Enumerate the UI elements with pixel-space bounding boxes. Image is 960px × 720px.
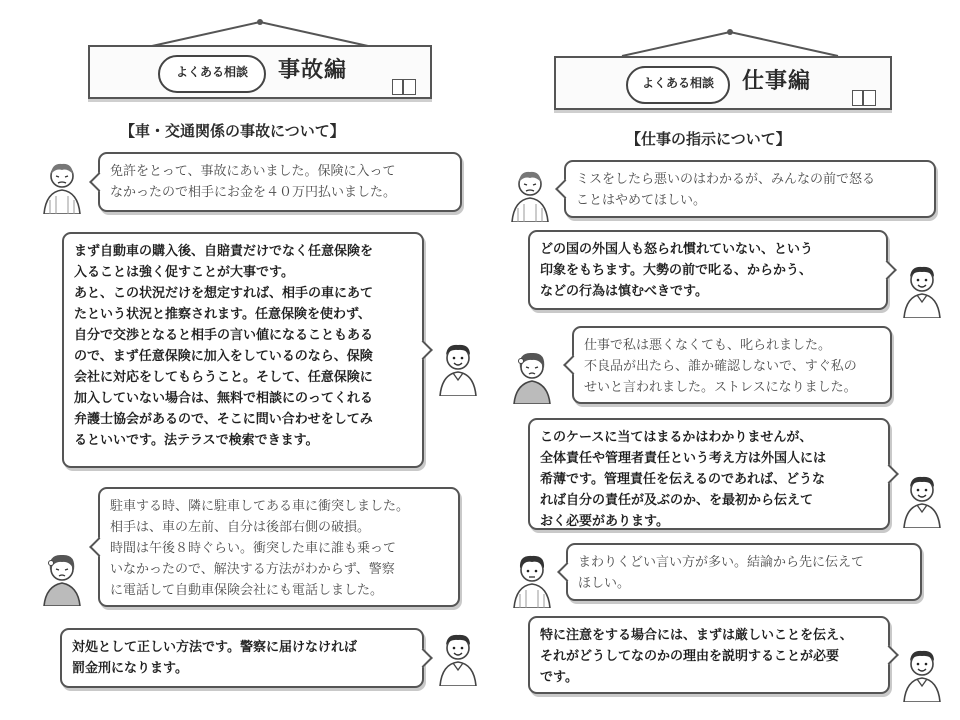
sign-box-icon [392, 79, 416, 95]
accident-sign [88, 45, 432, 99]
bubble-text: 対処として正しい方法です。警察に届けなければ 罰金刑になります。 [72, 640, 357, 676]
man-advisor-avatar-icon [900, 472, 944, 528]
bubble-text: このケースに当てはまるかはわかりませんが、 全体責任や管理者責任という考え方は外国人には 希薄です。管理責任を伝えるのであれば、どうな れば自分の責任が及ぶのか、を最初から伝えて おく必要があります。 [540, 430, 827, 529]
sign-box-icon [852, 90, 876, 106]
section-title: 【車・交通関係の事故について】 [120, 122, 345, 140]
bubble-text: 仕事で私は悪くなくても、叱られました。 不良品が出たら、誰か確認しないで、すぐ私の せいと言われました。ストレスになりました。 [584, 338, 857, 395]
woman-worried-avatar-icon [40, 550, 84, 606]
section-title: 【仕事の指示について】 [626, 130, 791, 148]
bubble-text: ミスをしたら悪いのはわかるが、みんなの前で怒る ことはやめてほしい。 [576, 172, 876, 208]
sign-title: 仕事編 [742, 69, 812, 94]
man-advisor-avatar-icon [436, 630, 480, 686]
woman-worried-avatar-icon [510, 348, 554, 404]
bubble-text: 免許をとって、事故にあいました。保険に入って なかったので相手にお金を４０万円払いました。 [110, 164, 397, 200]
bubble-text: 特に注意をする場合には、まずは厳しいことを伝え、 それがどうしてなのかの理由を説明することが必要 です。 [540, 628, 853, 685]
bubble-text: 駐車する時、隣に駐車してある車に衝突しました。 相手は、車の左前、自分は後部右側の破損。 時間は午後８時ぐらい。衝突した車に誰も乗って いなかったので、解決する方法がわからず、警察 に電話して自動車保険会社にも電話しました。 [110, 499, 410, 598]
question-bubble [566, 543, 922, 601]
man-young-avatar-icon [510, 552, 554, 608]
sign-hanger [150, 18, 370, 48]
answer-bubble [62, 232, 424, 468]
answer-bubble [528, 418, 890, 530]
answer-bubble [60, 628, 424, 688]
question-bubble [98, 152, 462, 212]
sign-cloud-label: よくある相談 [158, 55, 266, 93]
sign-cloud-label: よくある相談 [626, 66, 730, 104]
question-bubble [98, 487, 460, 607]
sign-hanger [620, 28, 840, 58]
man-advisor-avatar-icon [436, 340, 480, 396]
bubble-text: まず自動車の購入後、自賠責だけでなく任意保険を 入ることは強く促すことが大事です。 あと、この状況だけを想定すれば、相手の車にあて たという状況と推察されます。任意保険を使わず、 自分で交渉となると相手の言い値になることもある ので、まず任意保険に加入をしているのなら、保険 会社に対応をしてもらうこと。そして、任意保険に 加入していない場合は、無料で相談にのってくれる 弁護士協会があるので、そこに問い合わせをしてみ るといいです。法テラスで検索できます。 [74, 244, 374, 448]
man-advisor-avatar-icon [900, 262, 944, 318]
sign-title: 事故編 [278, 58, 348, 83]
man-advisor-avatar-icon [900, 646, 944, 702]
work-sign [554, 56, 892, 110]
man-worried-avatar-icon [508, 166, 552, 222]
answer-bubble [528, 230, 888, 310]
answer-bubble [528, 616, 890, 694]
bubble-text: まわりくどい言い方が多い。結論から先に伝えて ほしい。 [578, 555, 865, 591]
man-worried-avatar-icon [40, 158, 84, 214]
work-column [480, 0, 960, 720]
question-bubble [572, 326, 892, 404]
bubble-text: どの国の外国人も怒られ慣れていない、という 印象をもちます。大勢の前で叱る、からかう、 などの行為は慎むべきです。 [540, 242, 814, 299]
question-bubble [564, 160, 936, 218]
